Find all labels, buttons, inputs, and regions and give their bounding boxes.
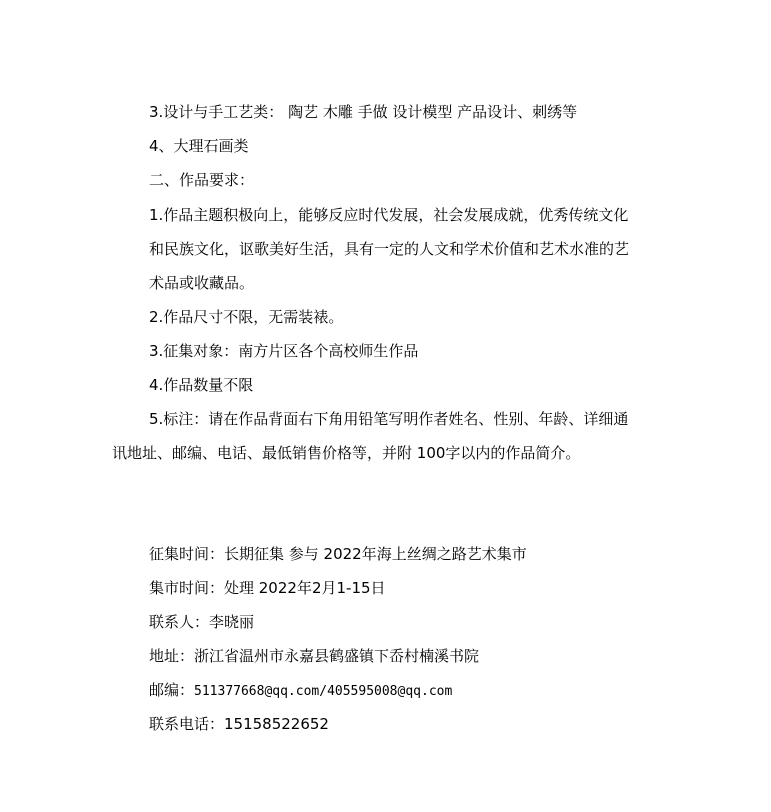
requirement-3: 3.征集对象：南方片区各个高校师生作品 [149, 342, 419, 360]
requirement-5-line-1: 5.标注：请在作品背面右下角用铅笔写明作者姓名、性别、年龄、详细通 [149, 410, 629, 428]
requirement-1-line-3: 术品或收藏品。 [149, 274, 255, 292]
category-item-4: 4、大理石画类 [149, 137, 249, 155]
email-label: 邮编： [149, 681, 195, 699]
email-line [149, 680, 452, 702]
requirement-4: 4.作品数量不限 [149, 376, 254, 394]
requirement-2: 2.作品尺寸不限，无需装裱。 [149, 308, 344, 326]
collection-time: 征集时间：长期征集 参与 2022年海上丝绸之路艺术集市 [149, 545, 527, 563]
category-item-3: 3.设计与手工艺类： 陶艺 木雕 手做 设计模型 产品设计、刺绣等 [149, 103, 578, 121]
requirement-5-line-2: 讯地址、邮编、电话、最低销售价格等，并附 100字以内的作品简介。 [112, 444, 581, 462]
phone: 联系电话：15158522652 [149, 715, 329, 733]
email-value: 511377668@qq.com/405595008@qq.com [194, 684, 453, 699]
market-time: 集市时间：处理 2022年2月1-15日 [149, 579, 386, 597]
address: 地址：浙江省温州市永嘉县鹤盛镇下岙村楠溪书院 [149, 647, 480, 665]
requirement-1-line-2: 和民族文化，讴歌美好生活，具有一定的人文和学术价值和艺术水准的艺 [149, 240, 630, 258]
contact-person: 联系人：李晓丽 [149, 613, 255, 631]
requirement-1-line-1: 1.作品主题积极向上，能够反应时代发展，社会发展成就，优秀传统文化 [149, 206, 629, 224]
requirements-heading: 二、作品要求： [149, 171, 255, 189]
